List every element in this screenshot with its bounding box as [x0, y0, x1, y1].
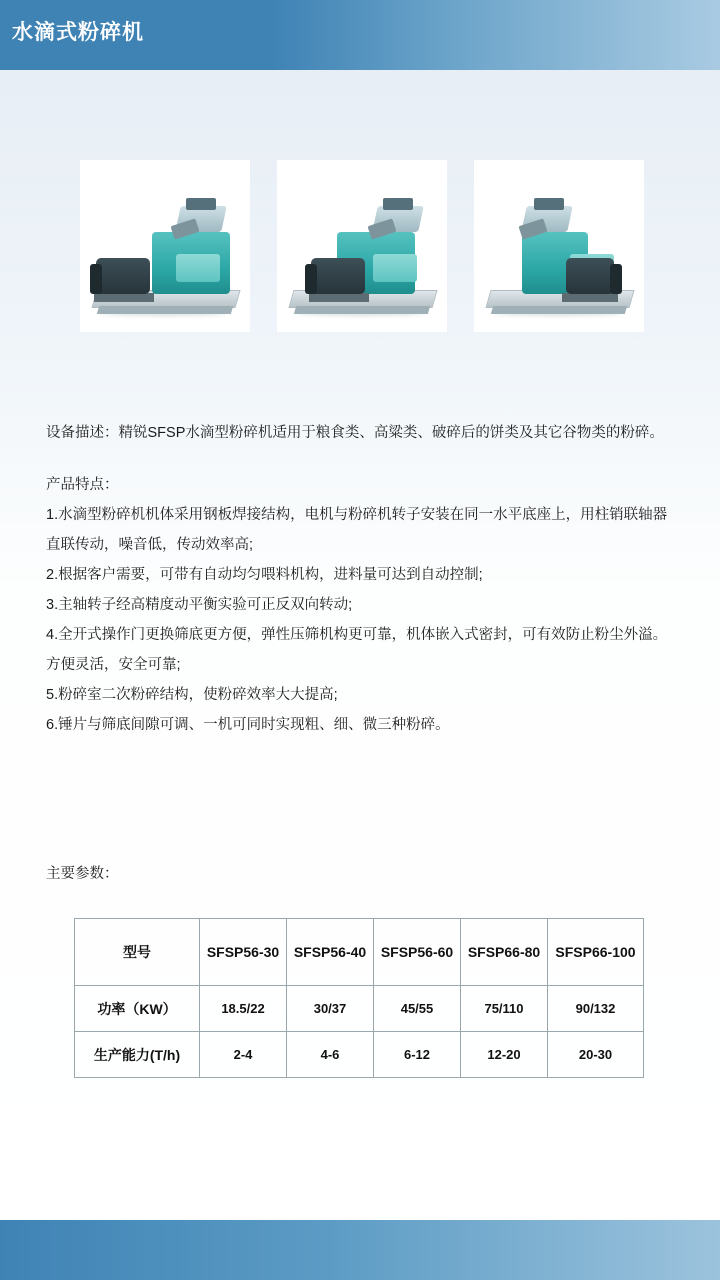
equipment-description: 设备描述：精锐SFSP水滴型粉碎机适用于粮食类、高粱类、破碎后的饼类及其它谷物类的粉碎。: [46, 425, 664, 441]
table-row-label: 生产能力(T/h): [75, 1032, 200, 1078]
table-row-label: 功率（KW）: [75, 986, 200, 1032]
table-header-cell: SFSP56-60: [374, 919, 461, 986]
hammer-mill-illustration-icon: [277, 160, 447, 332]
table-cell: 45/55: [374, 986, 461, 1032]
page-footer: [0, 1220, 720, 1280]
table-row: [75, 1032, 644, 1078]
features-title: 产品特点：: [46, 477, 119, 493]
table-cell: 2-4: [200, 1032, 287, 1078]
table-cell: 20-30: [548, 1032, 644, 1078]
table-header-cell: SFSP66-100: [548, 919, 644, 986]
spec-table: [74, 918, 644, 1078]
description-block: [46, 418, 670, 740]
params-title: 主要参数：: [46, 866, 119, 882]
hammer-mill-illustration-icon: [474, 160, 644, 332]
table-cell: 12-20: [461, 1032, 548, 1078]
feature-item: 4.全开式操作门更换筛底更方便，弹性压筛机构更可靠，机体嵌入式密封，可有效防止粉尘外溢。方便灵活，安全可靠;: [46, 627, 668, 673]
feature-item: 3.主轴转子经高精度动平衡实验可正反双向转动;: [46, 597, 353, 613]
table-header-cell: SFSP56-40: [287, 919, 374, 986]
feature-item: 5.粉碎室二次粉碎结构，使粉碎效率大大提高;: [46, 687, 338, 703]
page-title: 水滴式粉碎机: [12, 21, 144, 44]
feature-item: 2.根据客户需要，可带有自动均匀喂料机构，进料量可达到自动控制;: [46, 567, 483, 583]
spacer: [46, 448, 670, 470]
table-header-cell: 型号: [75, 919, 200, 986]
table-row: [75, 986, 644, 1032]
table-header-cell: SFSP56-30: [200, 919, 287, 986]
table-header-cell: SFSP66-80: [461, 919, 548, 986]
table-cell: 18.5/22: [200, 986, 287, 1032]
table-cell: 90/132: [548, 986, 644, 1032]
feature-item: 1.水滴型粉碎机机体采用钢板焊接结构，电机与粉碎机转子安装在同一水平底座上，用柱销联轴器直联传动，噪音低，传动效率高;: [46, 507, 668, 553]
table-cell: 4-6: [287, 1032, 374, 1078]
hammer-mill-illustration-icon: [80, 160, 250, 332]
table-cell: 75/110: [461, 986, 548, 1032]
page-header: [0, 0, 720, 70]
table-cell: 6-12: [374, 1032, 461, 1078]
product-image-gallery: [80, 160, 644, 332]
page-content: [0, 70, 720, 1220]
feature-item: 6.锤片与筛底间隙可调、一机可同时实现粗、细、微三种粉碎。: [46, 717, 450, 733]
product-image-1: [80, 160, 250, 332]
table-cell: 30/37: [287, 986, 374, 1032]
product-image-3: [474, 160, 644, 332]
table-header-row: [75, 919, 644, 986]
product-image-2: [277, 160, 447, 332]
